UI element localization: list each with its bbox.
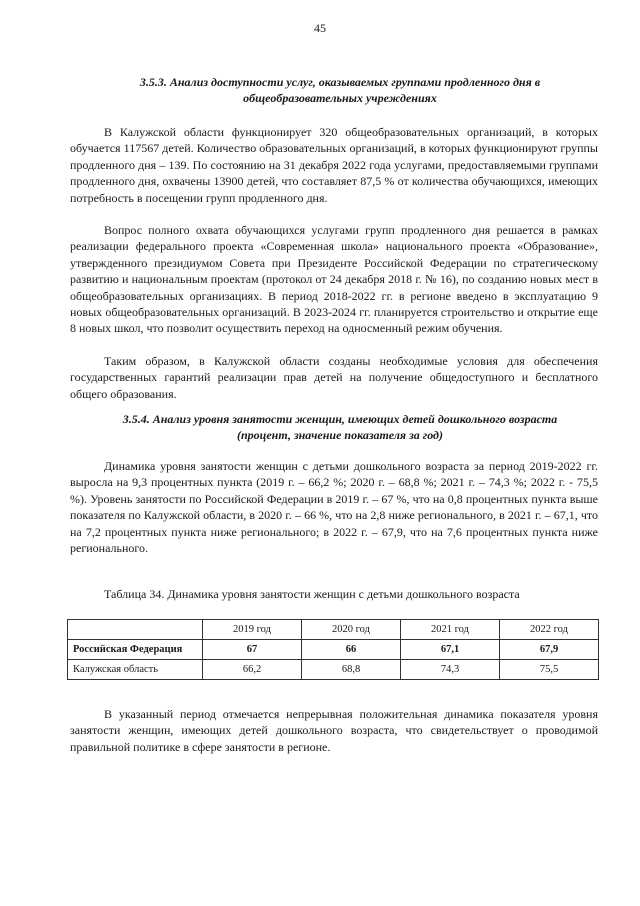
table-cell: 67,9 xyxy=(500,640,599,660)
table-cell: 74,3 xyxy=(401,660,500,680)
table-caption: Таблица 34. Динамика уровня занятости женщин с детьми дошкольного возраста xyxy=(104,587,520,601)
table-cell: 66,2 xyxy=(203,660,302,680)
section-heading-354-line1: 3.5.4. Анализ уровня занятости женщин, имеющих детей дошкольного возраста xyxy=(122,412,558,426)
page-number: 45 xyxy=(314,21,326,35)
table-header-cell: 2020 год xyxy=(302,620,401,640)
section-heading-354 xyxy=(70,411,610,443)
closing-paragraph: В указанный период отмечается непрерывная положительная динамика показателя уровня занятости женщин, имеющих детей дошкольного возраста, что свидетельствует о проводимой правильной политике в сфере занятости в регионе. xyxy=(70,707,598,754)
section-heading-354-line2: (процент, значение показателя за год) xyxy=(236,428,444,442)
table-row-label: Российская Федерация xyxy=(68,640,203,660)
table-header-row xyxy=(68,620,599,640)
table-header-cell: 2019 год xyxy=(203,620,302,640)
section-heading-353 xyxy=(70,74,610,106)
section-heading-353-line1: 3.5.3. Анализ доступности услуг, оказываемых группами продленного дня в xyxy=(139,75,541,89)
paragraph-2: Вопрос полного охвата обучающихся услугами групп продленного дня решается в рамках реализации федерального проекта «Современная школа» национального проекта «Образование», утвержденного президиумом Совета при Президенте Российской Федерации по стратегическому развитию и национальным проектам (протокол от 24 декабря 2018 г. № 16), по созданию новых мест в общеобразовательных организациях. В период 2018-2022 гг. в регионе введено в эксплуатацию 9 новых общеобразовательных организаций. В 2023-2024 гг. планируется строительство и открытие еще 8 новых школ, что позволит осуществить переход на односменный режим обучения. xyxy=(70,223,598,336)
table-cell: 68,8 xyxy=(302,660,401,680)
table-header-cell xyxy=(68,620,203,640)
paragraph-1: В Калужской области функционирует 320 общеобразовательных организаций, в которых обучается 117567 детей. Количество образовательных организаций, в которых функционируют группы продленного дня – 139. По состоянию на 31 декабря 2022 года услугами, предоставляемыми группами продленного дня, охвачены 13900 детей, что составляет 87,5 % от количества обучающихся, имеющих потребность в посещении групп продленного дня. xyxy=(70,125,598,205)
table-row-russia xyxy=(68,640,599,660)
table-cell: 67,1 xyxy=(401,640,500,660)
table-cell: 67 xyxy=(203,640,302,660)
employment-table xyxy=(67,619,599,680)
table-row-label: Калужская область xyxy=(68,660,203,680)
section-heading-353-line2: общеобразовательных учреждениях xyxy=(243,91,437,105)
table-cell: 66 xyxy=(302,640,401,660)
table-header-cell: 2021 год xyxy=(401,620,500,640)
paragraph-4: Динамика уровня занятости женщин с детьми дошкольного возраста за период 2019-2022 гг. выросла на 9,3 процентных пункта (2019 г. – 66,2 %; 2020 г. – 68,8 %; 2021 г. – 74,3 %; 2022 г. - 75,5 %). Уровень занятости по Российской Федерации в 2019 г. – 67 %, что на 0,8 процентных пункта выше показателя по Калужской области, в 2020 г. – 66 %, что на 2,8 ниже регионального, в 2021 г. – 67,1, что на 7,2 процентных пункта ниже регионального; в 2022 г. – 67,9, что на 7,6 процентных пункта ниже регионального. xyxy=(70,459,598,556)
paragraph-3: Таким образом, в Калужской области созданы необходимые условия для обеспечения государственных гарантий реализации прав детей на получение общедоступного и бесплатного общего образования. xyxy=(70,354,598,401)
table-cell: 75,5 xyxy=(500,660,599,680)
table-header-cell: 2022 год xyxy=(500,620,599,640)
table-row-kaluga xyxy=(68,660,599,680)
